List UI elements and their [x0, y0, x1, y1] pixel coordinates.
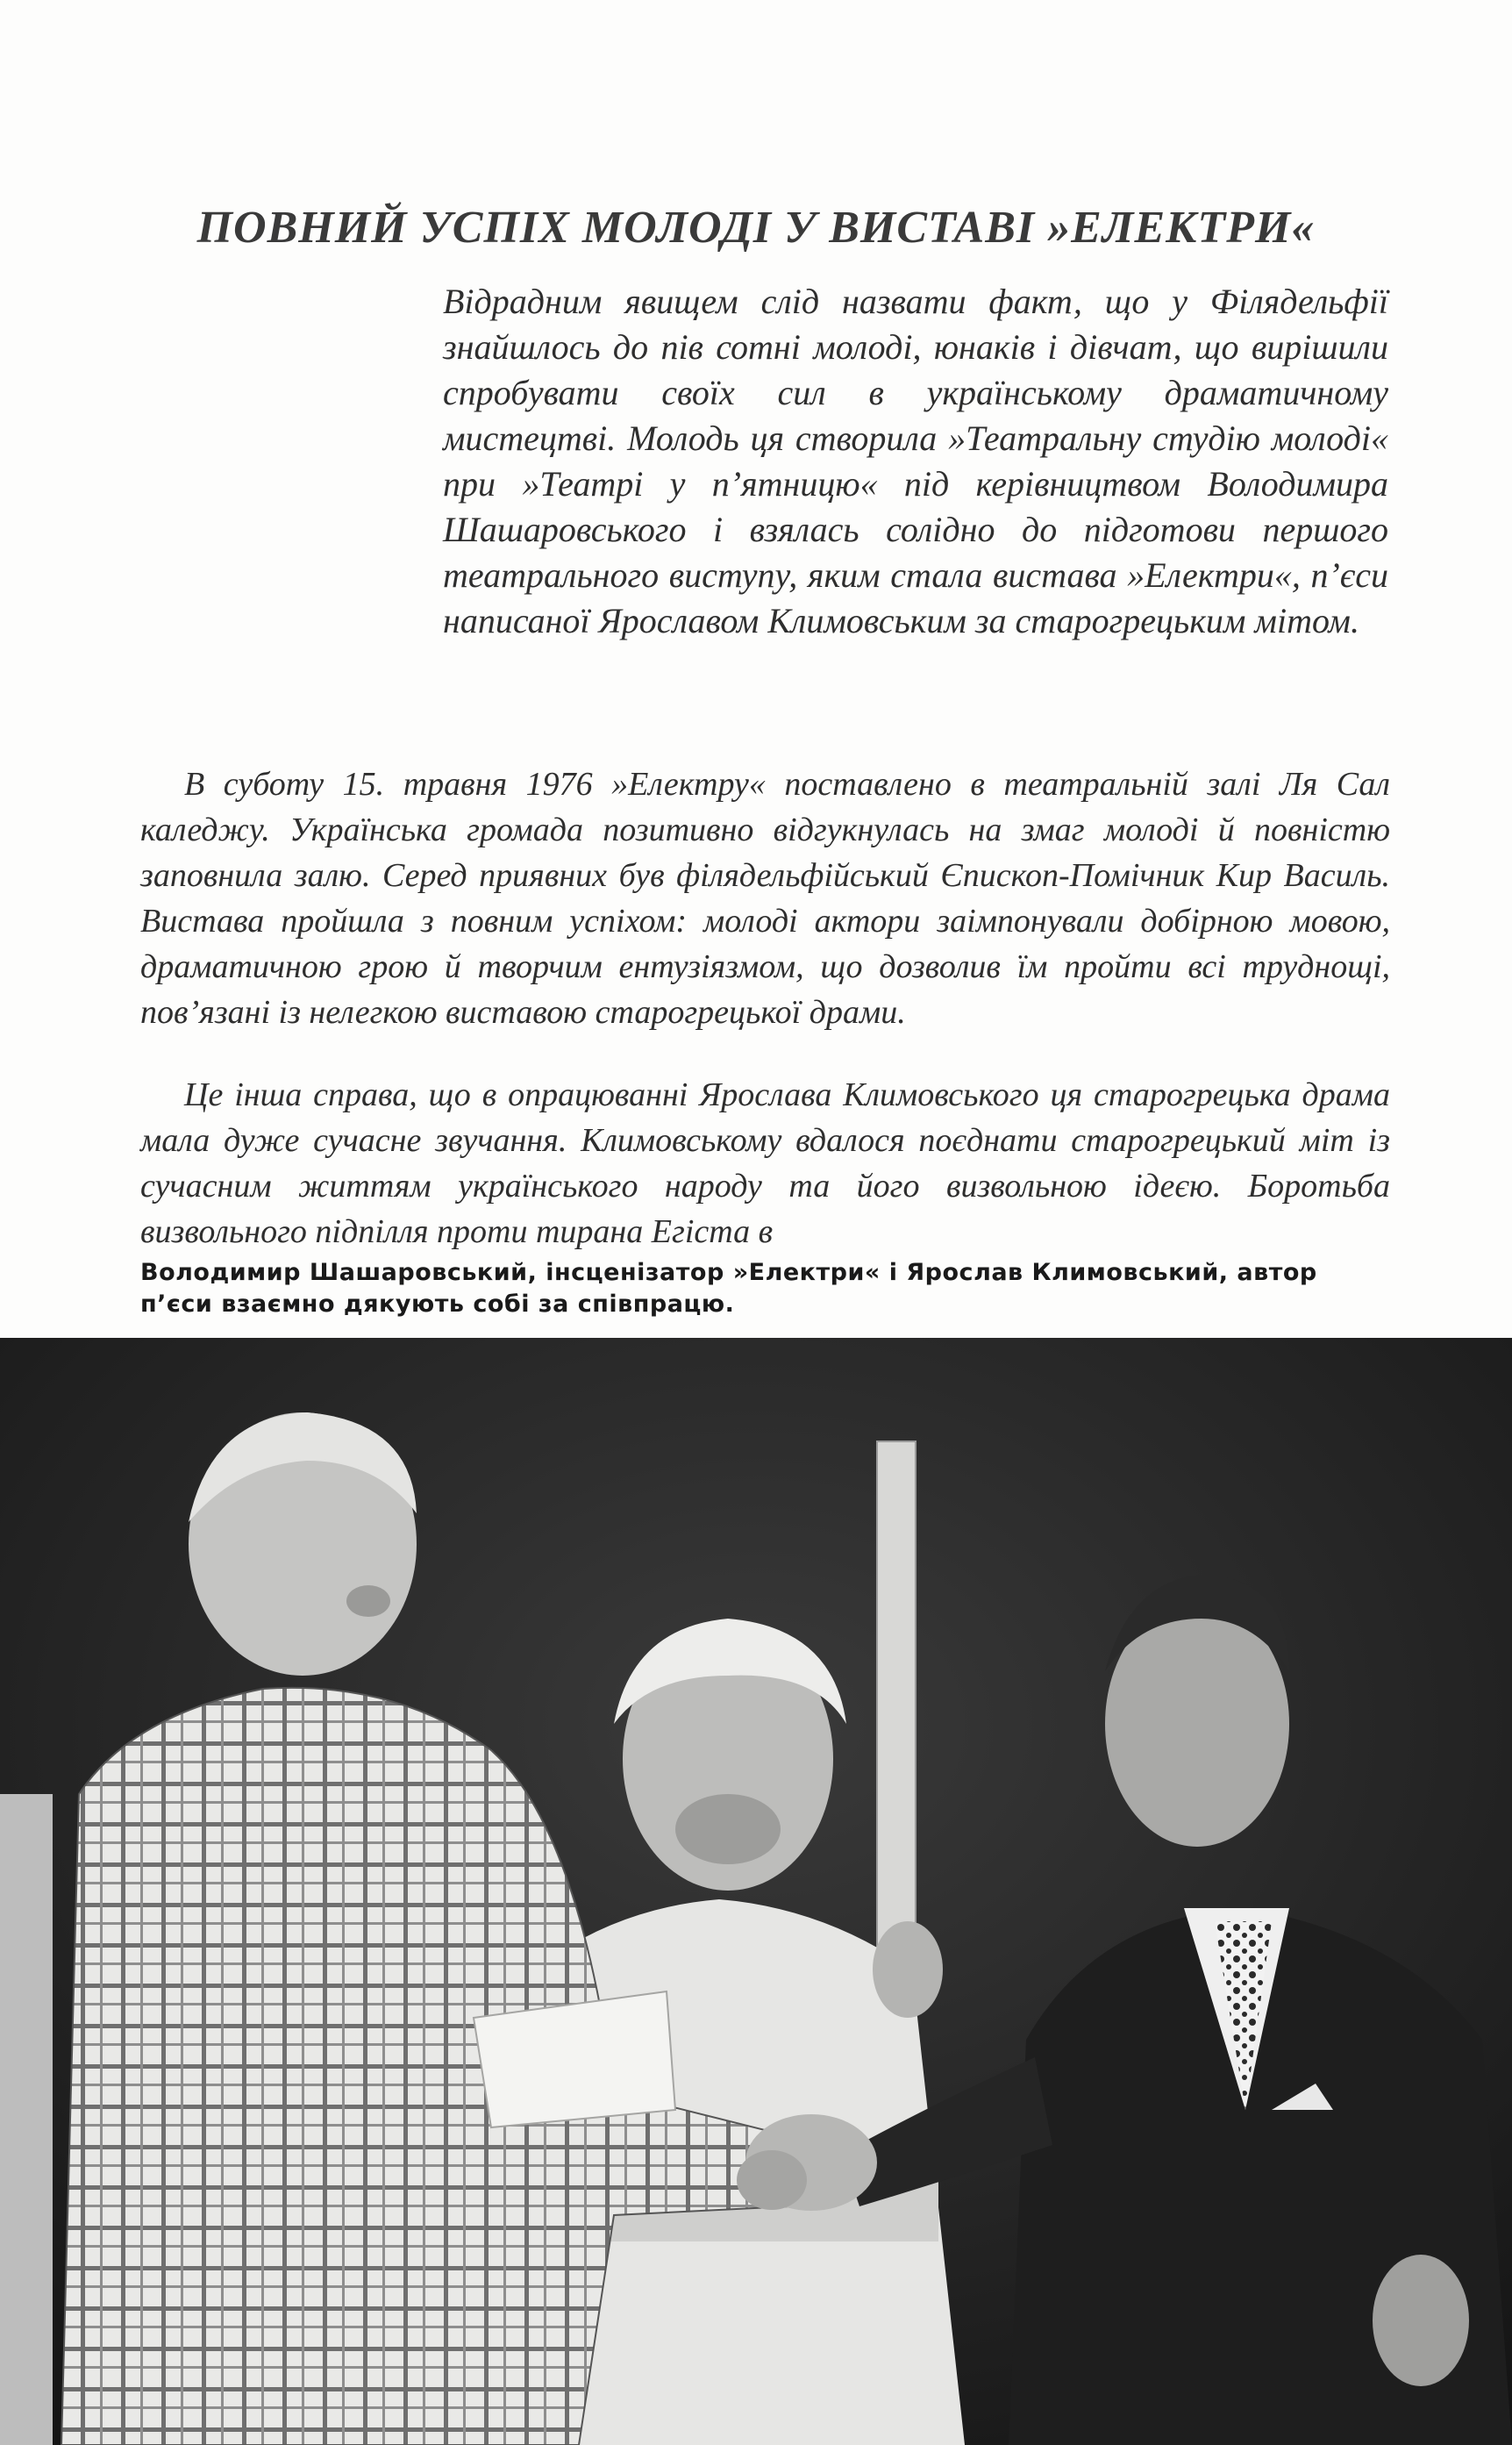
handshake-photo: [0, 1338, 1512, 2445]
article-paragraph-2: Це інша справа, що в опрацюванні Ярослава Климовського ця старогрецька драма мала дуже сучасне звучання. Климовському вдалося поєднати старогрецький міт із сучасним життям українського народу та його визвольною ідеєю. Боротьба визвольного підпілля проти тирана Егіста в: [140, 1076, 1390, 1250]
photo-caption: Володимир Шашаровський, інсценізатор »Електри« і Ярослав Климовський, автор п’єси взаємно дякують собі за співпрацю.: [140, 1259, 1317, 1318]
article-title: ПОВНИЙ УСПІХ МОЛОДІ У ВИСТАВІ »ЕЛЕКТРИ«: [196, 202, 1316, 253]
article-paragraph-1: В суботу 15. травня 1976 »Електру« поставлено в театральній залі Ля Сал каледжу. Українська громада позитивно відгукнулась на змаг молоді й повністю заповнила залю. Серед приявних був філядельфійський Єпископ-Помічник Кир Василь. Вистава пройшла з повним успіхом: молоді актори заімпонували добірною мовою, драматичною грою й творчим ентузіязмом, що дозволив їм пройти всі труднощі, пов’язані із нелегкою виставою старогрецької драми.: [140, 766, 1390, 1031]
article-lead-paragraph: Відрадним явищем слід назвати факт, що у Філядельфії знайшлось до пів сотні молоді, юнаків і дівчат, що вирішили спробувати своїх сил в українському драматичному мистецтві. Молодь ця створила »Театральну студію молоді« при »Театрі у п’ятницю« під керівництвом Володимира Шашаровського і взялась солідно до підготови першого театрального виступу, яким стала вистава »Електри«, п’єси написаної Ярославом Климовським за старогрецьким мітом.: [443, 282, 1388, 640]
